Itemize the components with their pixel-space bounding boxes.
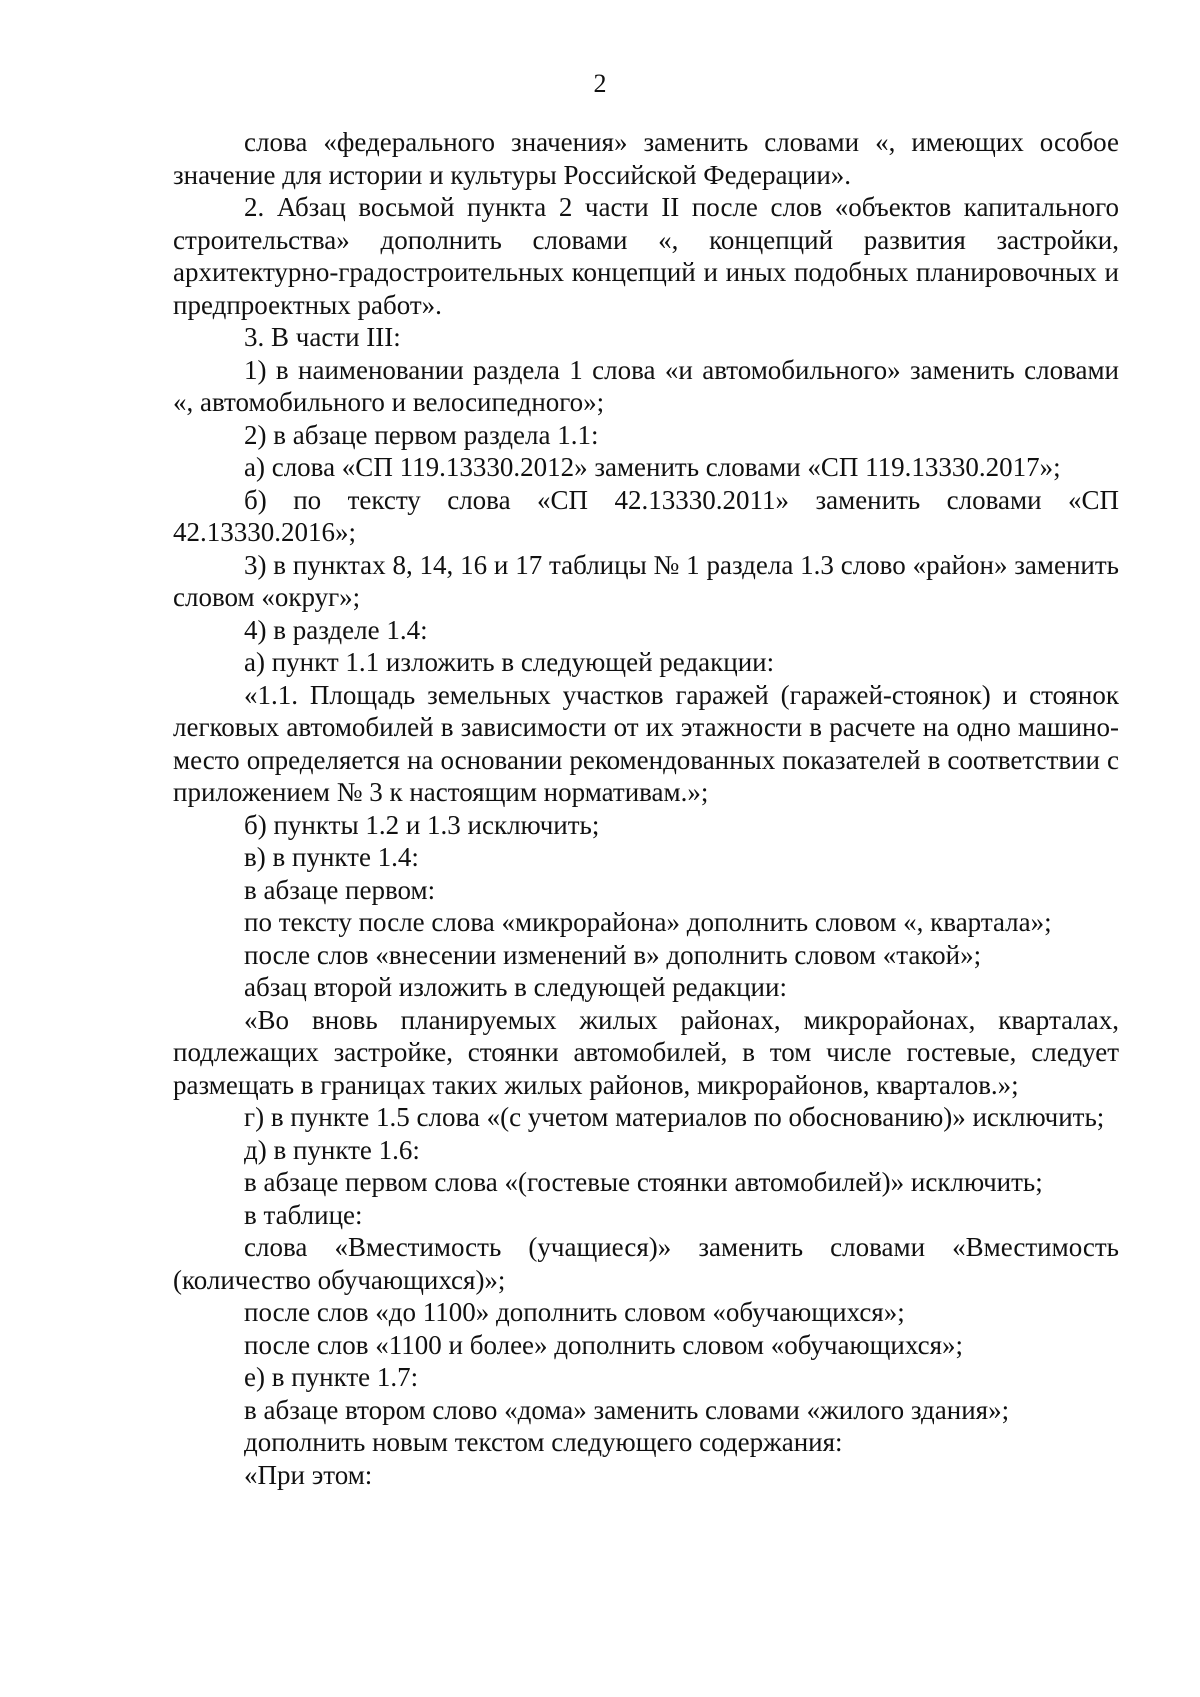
paragraph: д) в пункте 1.6: <box>244 1134 420 1165</box>
paragraph: 3) в пунктах 8, 14, 16 и 17 таблицы № 1 раздела 1.3 слово «район» заменить словом «округ»; <box>173 549 1119 612</box>
paragraph: «Во вновь планируемых жилых районах, микрорайонах, кварталах, подлежащих застройке, стоянки автомобилей, в том числе гостевые, следует размещать в границах таких жилых районов, микрорайонов, кварталов.»; <box>173 1004 1119 1100</box>
paragraph: 4) в разделе 1.4: <box>244 614 428 645</box>
paragraph: слова «Вместимость (учащиеся)» заменить словами «Вместимость (количество обучающихся)»; <box>173 1232 1119 1295</box>
paragraph: дополнить новым текстом следующего содержания: <box>244 1427 843 1457</box>
paragraph: абзац второй изложить в следующей редакции: <box>244 972 787 1002</box>
document-body <box>173 126 1119 1491</box>
paragraph: после слов «до 1100» дополнить словом «обучающихся»; <box>244 1297 905 1327</box>
paragraph: б) по тексту слова «СП 42.13330.2011» заменить словами «СП 42.13330.2016»; <box>173 484 1119 547</box>
paragraph: а) слова «СП 119.13330.2012» заменить словами «СП 119.13330.2017»; <box>244 452 1061 482</box>
paragraph: а) пункт 1.1 изложить в следующей редакции: <box>244 647 775 677</box>
paragraph: 2) в абзаце первом раздела 1.1: <box>244 419 599 450</box>
paragraph: 2. Абзац восьмой пункта 2 части II после слов «объектов капитального строительства» дополнить словами «, концепций развития застройки, архитектурно-градостроительных концепций и иных подобных планировочных и предпроектных работ». <box>173 192 1119 320</box>
paragraph: е) в пункте 1.7: <box>244 1362 419 1392</box>
paragraph: 3. В части III: <box>244 322 401 352</box>
paragraph: после слов «внесении изменений в» дополнить словом «такой»; <box>244 939 982 970</box>
paragraph: в) в пункте 1.4: <box>244 842 419 872</box>
paragraph: в таблице: <box>244 1199 363 1230</box>
paragraph: г) в пункте 1.5 слова «(с учетом материалов по обоснованию)» исключить; <box>244 1102 1105 1132</box>
paragraph: в абзаце втором слово «дома» заменить словами «жилого здания»; <box>244 1394 1010 1425</box>
paragraph: в абзаце первом: <box>244 874 436 905</box>
paragraph: по тексту после слова «микрорайона» дополнить словом «, квартала»; <box>244 907 1052 937</box>
paragraph: 1) в наименовании раздела 1 слова «и автомобильного» заменить словами «, автомобильного и велосипедного»; <box>173 354 1119 417</box>
paragraph: после слов «1100 и более» дополнить словом «обучающихся»; <box>244 1329 964 1360</box>
paragraph: б) пункты 1.2 и 1.3 исключить; <box>244 809 600 840</box>
paragraph: «1.1. Площадь земельных участков гаражей (гаражей-стоянок) и стоянок легковых автомобилей в зависимости от их этажности в расчете на одно машино-место определяется на основании рекомендованных показателей в соответствии с приложением № 3 к настоящим нормативам.»; <box>173 679 1119 807</box>
paragraph: «При этом: <box>244 1459 373 1490</box>
paragraph: в абзаце первом слова «(гостевые стоянки автомобилей)» исключить; <box>244 1167 1043 1197</box>
page-number: 2 <box>593 69 607 98</box>
paragraph: слова «федерального значения» заменить словами «, имеющих особое значение для истории и культуры Российской Федерации». <box>173 127 1119 190</box>
